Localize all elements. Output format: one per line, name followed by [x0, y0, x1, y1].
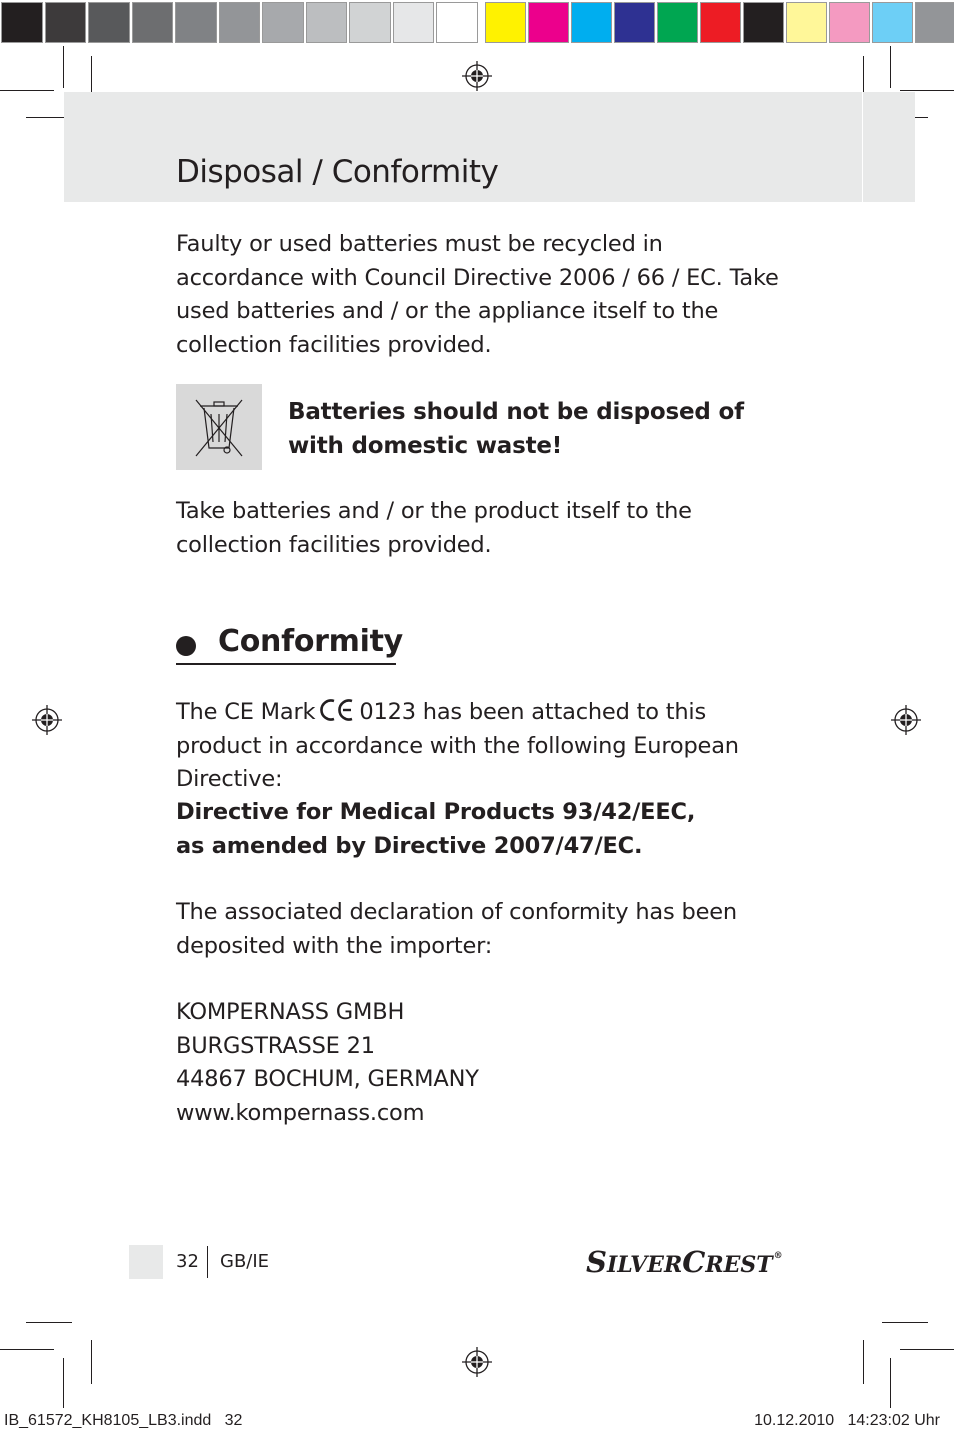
slug-timestamp: 10.12.2010 14:23:02 Uhr	[754, 1412, 940, 1429]
gray-swatch-3	[132, 2, 174, 43]
crop-mark	[900, 1349, 954, 1350]
footer-divider	[207, 1246, 208, 1278]
color-swatch-1	[528, 2, 569, 43]
gray-swatch-9	[393, 2, 435, 43]
heading-underline	[176, 663, 396, 665]
crop-mark	[63, 1358, 64, 1408]
directive-line-2: as amended by Directive 2007/47/EC.	[176, 833, 643, 859]
crop-mark	[0, 90, 54, 91]
address-city: 44867 BOCHUM, GERMANY	[176, 1066, 479, 1092]
crop-mark	[26, 1322, 72, 1323]
directive-text	[176, 795, 786, 863]
battery-warning-line-1: Batteries should not be disposed of	[288, 399, 744, 425]
logo-text-rest: REST	[705, 1252, 773, 1278]
conformity-heading: Conformity	[218, 624, 403, 659]
crop-mark	[900, 90, 954, 91]
crop-mark	[91, 1340, 92, 1384]
color-swatch-7	[786, 2, 827, 43]
gray-swatch-7	[306, 2, 348, 43]
battery-warning-line-2: with domestic waste!	[288, 433, 563, 459]
declaration-text: The associated declaration of conformity has been deposited with the importer:	[176, 899, 737, 959]
color-swatch-9	[872, 2, 913, 43]
address-street: BURGSTRASSE 21	[176, 1032, 375, 1059]
registration-mark-icon	[891, 705, 921, 735]
page-number: 32	[176, 1251, 199, 1272]
color-swatch-6	[743, 2, 784, 43]
crop-mark	[890, 1358, 891, 1408]
color-swatch-5	[700, 2, 741, 43]
gray-swatch-2	[88, 2, 130, 43]
process-color-bar	[484, 0, 954, 46]
crop-mark	[0, 1349, 54, 1350]
logo-text-ilver: ILVER	[606, 1252, 683, 1278]
ce-mark-text-before: The CE Mark	[176, 699, 316, 725]
logo-letter-s: S	[586, 1245, 607, 1279]
crossed-out-wheelie-bin-icon	[176, 384, 262, 470]
color-swatch-8	[829, 2, 870, 43]
warning-icon-box	[176, 384, 262, 470]
grayscale-color-bar	[0, 0, 479, 46]
crop-mark	[890, 46, 891, 88]
crop-mark	[863, 1340, 864, 1384]
registration-mark-icon	[32, 705, 62, 735]
gray-swatch-4	[175, 2, 217, 43]
address-website[interactable]: www.kompernass.com	[176, 1099, 425, 1126]
ce-mark-text-after: 0123 has been attached to this product in accordance with the following European Directive:	[176, 699, 739, 792]
gray-swatch-1	[45, 2, 87, 43]
registered-mark: ®	[773, 1251, 783, 1261]
footer-tab-box	[129, 1245, 163, 1279]
importer-address	[176, 996, 786, 1130]
color-swatch-0	[485, 2, 526, 43]
slug-file-info: IB_61572_KH8105_LB3.indd 32	[4, 1412, 243, 1429]
color-swatch-10	[915, 2, 954, 43]
ce-mark-paragraph	[176, 696, 786, 797]
section-bullet-icon	[176, 636, 196, 656]
ce-mark-icon	[319, 698, 355, 722]
logo-letter-c: C	[682, 1245, 706, 1279]
gray-swatch-10	[436, 2, 478, 43]
gray-swatch-0	[1, 2, 43, 43]
directive-line-1: Directive for Medical Products 93/42/EEC,	[176, 799, 696, 825]
silvercrest-logo	[586, 1245, 783, 1279]
registration-mark-icon	[462, 61, 492, 91]
color-swatch-3	[614, 2, 655, 43]
registration-mark-icon	[462, 1347, 492, 1377]
crop-mark	[63, 46, 64, 88]
language-code: GB/IE	[220, 1251, 270, 1272]
color-swatch-2	[571, 2, 612, 43]
disposal-followup-text: Take batteries and / or the product itself to the collection facilities provided.	[176, 498, 692, 558]
crop-mark	[882, 1322, 928, 1323]
gray-swatch-6	[262, 2, 304, 43]
address-company: KOMPERNASS GMBH	[176, 999, 405, 1025]
gray-swatch-5	[219, 2, 261, 43]
color-swatch-4	[657, 2, 698, 43]
page-title: Disposal / Conformity	[176, 154, 499, 190]
battery-warning	[288, 395, 768, 463]
gray-swatch-8	[349, 2, 391, 43]
disposal-intro-text: Faulty or used batteries must be recycled in accordance with Council Directive 2006 / 66 / EC. Take used batteries and / or the appliance itself to the collection facilities provided.	[176, 231, 779, 358]
